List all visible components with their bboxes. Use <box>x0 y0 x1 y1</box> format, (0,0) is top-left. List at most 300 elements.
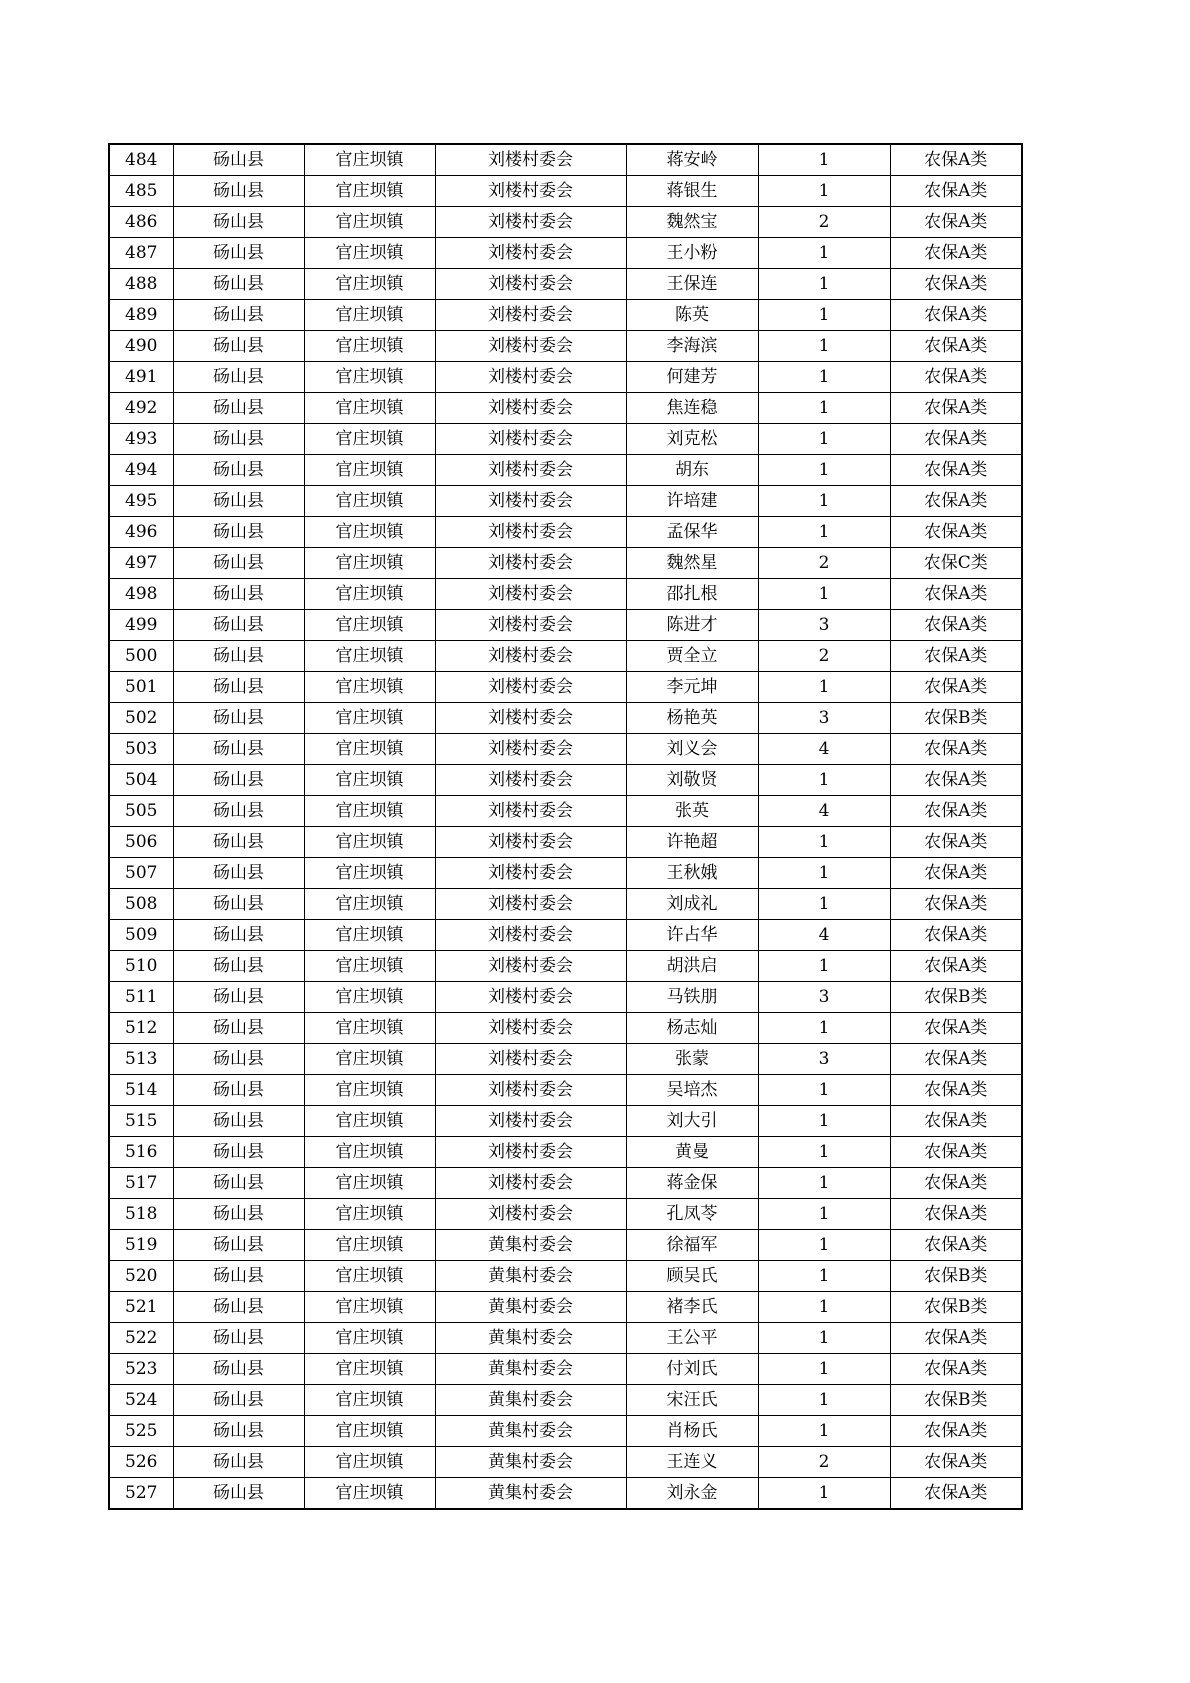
category-cell: 农保A类 <box>890 1199 1022 1230</box>
town-cell: 官庄坝镇 <box>304 1447 435 1478</box>
county-cell: 砀山县 <box>173 734 304 765</box>
name-cell: 蒋安岭 <box>626 144 758 176</box>
category-cell: 农保A类 <box>890 1168 1022 1199</box>
name-cell: 黄曼 <box>626 1137 758 1168</box>
table-row <box>109 1106 1022 1137</box>
row-number-cell: 484 <box>109 144 173 176</box>
town-cell: 官庄坝镇 <box>304 920 435 951</box>
count-cell: 3 <box>758 1044 890 1075</box>
table-row <box>109 1075 1022 1106</box>
town-cell: 官庄坝镇 <box>304 1199 435 1230</box>
village-cell: 刘楼村委会 <box>435 641 626 672</box>
village-cell: 刘楼村委会 <box>435 300 626 331</box>
village-cell: 黄集村委会 <box>435 1230 626 1261</box>
county-cell: 砀山县 <box>173 238 304 269</box>
row-number-cell: 515 <box>109 1106 173 1137</box>
village-cell: 刘楼村委会 <box>435 424 626 455</box>
count-cell: 1 <box>758 1292 890 1323</box>
county-cell: 砀山县 <box>173 951 304 982</box>
table-row <box>109 176 1022 207</box>
county-cell: 砀山县 <box>173 858 304 889</box>
town-cell: 官庄坝镇 <box>304 610 435 641</box>
count-cell: 3 <box>758 703 890 734</box>
name-cell: 付刘氏 <box>626 1354 758 1385</box>
town-cell: 官庄坝镇 <box>304 455 435 486</box>
town-cell: 官庄坝镇 <box>304 486 435 517</box>
category-cell: 农保A类 <box>890 393 1022 424</box>
count-cell: 1 <box>758 1137 890 1168</box>
table-row <box>109 827 1022 858</box>
category-cell: 农保A类 <box>890 238 1022 269</box>
row-number-cell: 523 <box>109 1354 173 1385</box>
village-cell: 刘楼村委会 <box>435 176 626 207</box>
table-row <box>109 1044 1022 1075</box>
town-cell: 官庄坝镇 <box>304 734 435 765</box>
county-cell: 砀山县 <box>173 1230 304 1261</box>
count-cell: 1 <box>758 1385 890 1416</box>
name-cell: 陈英 <box>626 300 758 331</box>
count-cell: 1 <box>758 362 890 393</box>
town-cell: 官庄坝镇 <box>304 1354 435 1385</box>
county-cell: 砀山县 <box>173 269 304 300</box>
village-cell: 刘楼村委会 <box>435 362 626 393</box>
name-cell: 贾全立 <box>626 641 758 672</box>
village-cell: 刘楼村委会 <box>435 1168 626 1199</box>
row-number-cell: 524 <box>109 1385 173 1416</box>
table-row <box>109 331 1022 362</box>
village-cell: 黄集村委会 <box>435 1416 626 1447</box>
town-cell: 官庄坝镇 <box>304 1416 435 1447</box>
row-number-cell: 512 <box>109 1013 173 1044</box>
table-row <box>109 951 1022 982</box>
town-cell: 官庄坝镇 <box>304 424 435 455</box>
table-row <box>109 455 1022 486</box>
category-cell: 农保A类 <box>890 579 1022 610</box>
table-row <box>109 517 1022 548</box>
town-cell: 官庄坝镇 <box>304 331 435 362</box>
town-cell: 官庄坝镇 <box>304 269 435 300</box>
row-number-cell: 527 <box>109 1478 173 1510</box>
county-cell: 砀山县 <box>173 610 304 641</box>
row-number-cell: 496 <box>109 517 173 548</box>
village-cell: 刘楼村委会 <box>435 486 626 517</box>
town-cell: 官庄坝镇 <box>304 579 435 610</box>
category-cell: 农保A类 <box>890 796 1022 827</box>
county-cell: 砀山县 <box>173 703 304 734</box>
town-cell: 官庄坝镇 <box>304 300 435 331</box>
county-cell: 砀山县 <box>173 1168 304 1199</box>
category-cell: 农保A类 <box>890 1323 1022 1354</box>
count-cell: 2 <box>758 548 890 579</box>
category-cell: 农保A类 <box>890 300 1022 331</box>
row-number-cell: 507 <box>109 858 173 889</box>
village-cell: 刘楼村委会 <box>435 579 626 610</box>
category-cell: 农保A类 <box>890 827 1022 858</box>
town-cell: 官庄坝镇 <box>304 144 435 176</box>
table-row <box>109 1230 1022 1261</box>
town-cell: 官庄坝镇 <box>304 796 435 827</box>
town-cell: 官庄坝镇 <box>304 1044 435 1075</box>
village-cell: 刘楼村委会 <box>435 1044 626 1075</box>
town-cell: 官庄坝镇 <box>304 1106 435 1137</box>
table-row <box>109 1292 1022 1323</box>
table-row <box>109 1199 1022 1230</box>
row-number-cell: 510 <box>109 951 173 982</box>
row-number-cell: 501 <box>109 672 173 703</box>
county-cell: 砀山县 <box>173 393 304 424</box>
table-row <box>109 486 1022 517</box>
count-cell: 1 <box>758 1478 890 1510</box>
name-cell: 王秋娥 <box>626 858 758 889</box>
name-cell: 张蒙 <box>626 1044 758 1075</box>
name-cell: 焦连稳 <box>626 393 758 424</box>
row-number-cell: 514 <box>109 1075 173 1106</box>
name-cell: 王保连 <box>626 269 758 300</box>
village-cell: 刘楼村委会 <box>435 1106 626 1137</box>
county-cell: 砀山县 <box>173 1137 304 1168</box>
village-cell: 黄集村委会 <box>435 1447 626 1478</box>
name-cell: 胡东 <box>626 455 758 486</box>
county-cell: 砀山县 <box>173 1106 304 1137</box>
name-cell: 刘义会 <box>626 734 758 765</box>
name-cell: 魏然宝 <box>626 207 758 238</box>
table-row <box>109 1447 1022 1478</box>
name-cell: 宋汪氏 <box>626 1385 758 1416</box>
category-cell: 农保A类 <box>890 486 1022 517</box>
name-cell: 何建芳 <box>626 362 758 393</box>
village-cell: 黄集村委会 <box>435 1261 626 1292</box>
count-cell: 4 <box>758 920 890 951</box>
table-row <box>109 1261 1022 1292</box>
county-cell: 砀山县 <box>173 207 304 238</box>
table-row <box>109 1385 1022 1416</box>
county-cell: 砀山县 <box>173 362 304 393</box>
row-number-cell: 506 <box>109 827 173 858</box>
count-cell: 1 <box>758 1354 890 1385</box>
row-number-cell: 488 <box>109 269 173 300</box>
village-cell: 刘楼村委会 <box>435 827 626 858</box>
category-cell: 农保A类 <box>890 362 1022 393</box>
count-cell: 1 <box>758 672 890 703</box>
county-cell: 砀山县 <box>173 1292 304 1323</box>
category-cell: 农保A类 <box>890 1416 1022 1447</box>
village-cell: 刘楼村委会 <box>435 1137 626 1168</box>
row-number-cell: 518 <box>109 1199 173 1230</box>
name-cell: 刘敬贤 <box>626 765 758 796</box>
count-cell: 1 <box>758 858 890 889</box>
town-cell: 官庄坝镇 <box>304 1323 435 1354</box>
table-body <box>109 144 1022 1509</box>
category-cell: 农保A类 <box>890 517 1022 548</box>
name-cell: 王连义 <box>626 1447 758 1478</box>
name-cell: 刘大引 <box>626 1106 758 1137</box>
county-cell: 砀山县 <box>173 579 304 610</box>
table-row <box>109 207 1022 238</box>
row-number-cell: 487 <box>109 238 173 269</box>
category-cell: 农保A类 <box>890 144 1022 176</box>
count-cell: 1 <box>758 300 890 331</box>
category-cell: 农保B类 <box>890 1261 1022 1292</box>
village-cell: 黄集村委会 <box>435 1323 626 1354</box>
row-number-cell: 502 <box>109 703 173 734</box>
name-cell: 许艳超 <box>626 827 758 858</box>
table-row <box>109 1013 1022 1044</box>
table-row <box>109 1478 1022 1510</box>
county-cell: 砀山县 <box>173 641 304 672</box>
count-cell: 1 <box>758 889 890 920</box>
name-cell: 刘成礼 <box>626 889 758 920</box>
count-cell: 1 <box>758 331 890 362</box>
count-cell: 4 <box>758 734 890 765</box>
category-cell: 农保A类 <box>890 920 1022 951</box>
table-row <box>109 579 1022 610</box>
category-cell: 农保A类 <box>890 331 1022 362</box>
village-cell: 刘楼村委会 <box>435 517 626 548</box>
category-cell: 农保A类 <box>890 1013 1022 1044</box>
village-cell: 刘楼村委会 <box>435 393 626 424</box>
table-row <box>109 858 1022 889</box>
row-number-cell: 526 <box>109 1447 173 1478</box>
category-cell: 农保A类 <box>890 734 1022 765</box>
village-cell: 刘楼村委会 <box>435 144 626 176</box>
table-row <box>109 765 1022 796</box>
count-cell: 1 <box>758 238 890 269</box>
county-cell: 砀山县 <box>173 1385 304 1416</box>
village-cell: 刘楼村委会 <box>435 455 626 486</box>
row-number-cell: 513 <box>109 1044 173 1075</box>
town-cell: 官庄坝镇 <box>304 672 435 703</box>
table-row <box>109 734 1022 765</box>
name-cell: 刘克松 <box>626 424 758 455</box>
name-cell: 孟保华 <box>626 517 758 548</box>
table-row <box>109 144 1022 176</box>
count-cell: 3 <box>758 982 890 1013</box>
row-number-cell: 500 <box>109 641 173 672</box>
county-cell: 砀山县 <box>173 1323 304 1354</box>
count-cell: 1 <box>758 951 890 982</box>
village-cell: 黄集村委会 <box>435 1292 626 1323</box>
table-row <box>109 796 1022 827</box>
county-cell: 砀山县 <box>173 1447 304 1478</box>
village-cell: 刘楼村委会 <box>435 331 626 362</box>
row-number-cell: 508 <box>109 889 173 920</box>
category-cell: 农保A类 <box>890 672 1022 703</box>
count-cell: 1 <box>758 1416 890 1447</box>
name-cell: 张英 <box>626 796 758 827</box>
beneficiary-table <box>108 143 1023 1510</box>
table-row <box>109 548 1022 579</box>
category-cell: 农保A类 <box>890 1354 1022 1385</box>
village-cell: 黄集村委会 <box>435 1385 626 1416</box>
table-row <box>109 703 1022 734</box>
town-cell: 官庄坝镇 <box>304 1075 435 1106</box>
town-cell: 官庄坝镇 <box>304 641 435 672</box>
name-cell: 蒋金保 <box>626 1168 758 1199</box>
row-number-cell: 491 <box>109 362 173 393</box>
town-cell: 官庄坝镇 <box>304 1478 435 1510</box>
town-cell: 官庄坝镇 <box>304 548 435 579</box>
county-cell: 砀山县 <box>173 672 304 703</box>
name-cell: 孔凤苓 <box>626 1199 758 1230</box>
table-row <box>109 393 1022 424</box>
category-cell: 农保C类 <box>890 548 1022 579</box>
name-cell: 许占华 <box>626 920 758 951</box>
village-cell: 刘楼村委会 <box>435 1075 626 1106</box>
name-cell: 肖杨氏 <box>626 1416 758 1447</box>
name-cell: 刘永金 <box>626 1478 758 1510</box>
count-cell: 1 <box>758 1199 890 1230</box>
row-number-cell: 521 <box>109 1292 173 1323</box>
county-cell: 砀山县 <box>173 300 304 331</box>
table-row <box>109 889 1022 920</box>
village-cell: 刘楼村委会 <box>435 207 626 238</box>
town-cell: 官庄坝镇 <box>304 1261 435 1292</box>
county-cell: 砀山县 <box>173 982 304 1013</box>
category-cell: 农保A类 <box>890 951 1022 982</box>
table-row <box>109 610 1022 641</box>
village-cell: 黄集村委会 <box>435 1354 626 1385</box>
row-number-cell: 499 <box>109 610 173 641</box>
row-number-cell: 498 <box>109 579 173 610</box>
category-cell: 农保A类 <box>890 1230 1022 1261</box>
village-cell: 刘楼村委会 <box>435 889 626 920</box>
row-number-cell: 511 <box>109 982 173 1013</box>
category-cell: 农保A类 <box>890 1137 1022 1168</box>
category-cell: 农保A类 <box>890 1478 1022 1510</box>
name-cell: 褚李氏 <box>626 1292 758 1323</box>
town-cell: 官庄坝镇 <box>304 362 435 393</box>
category-cell: 农保B类 <box>890 703 1022 734</box>
table-row <box>109 362 1022 393</box>
name-cell: 杨志灿 <box>626 1013 758 1044</box>
county-cell: 砀山县 <box>173 1044 304 1075</box>
count-cell: 2 <box>758 207 890 238</box>
count-cell: 1 <box>758 579 890 610</box>
county-cell: 砀山县 <box>173 455 304 486</box>
name-cell: 魏然星 <box>626 548 758 579</box>
row-number-cell: 486 <box>109 207 173 238</box>
category-cell: 农保A类 <box>890 641 1022 672</box>
village-cell: 黄集村委会 <box>435 1478 626 1510</box>
town-cell: 官庄坝镇 <box>304 1013 435 1044</box>
row-number-cell: 517 <box>109 1168 173 1199</box>
count-cell: 2 <box>758 1447 890 1478</box>
row-number-cell: 509 <box>109 920 173 951</box>
county-cell: 砀山县 <box>173 889 304 920</box>
count-cell: 1 <box>758 486 890 517</box>
table-row <box>109 1354 1022 1385</box>
county-cell: 砀山县 <box>173 424 304 455</box>
town-cell: 官庄坝镇 <box>304 889 435 920</box>
table-row <box>109 1137 1022 1168</box>
name-cell: 邵扎根 <box>626 579 758 610</box>
county-cell: 砀山县 <box>173 331 304 362</box>
table-row <box>109 982 1022 1013</box>
town-cell: 官庄坝镇 <box>304 238 435 269</box>
town-cell: 官庄坝镇 <box>304 393 435 424</box>
category-cell: 农保A类 <box>890 1044 1022 1075</box>
name-cell: 陈进才 <box>626 610 758 641</box>
count-cell: 1 <box>758 517 890 548</box>
county-cell: 砀山县 <box>173 1199 304 1230</box>
county-cell: 砀山县 <box>173 517 304 548</box>
row-number-cell: 489 <box>109 300 173 331</box>
village-cell: 刘楼村委会 <box>435 269 626 300</box>
table-row <box>109 300 1022 331</box>
category-cell: 农保A类 <box>890 207 1022 238</box>
name-cell: 王公平 <box>626 1323 758 1354</box>
count-cell: 1 <box>758 393 890 424</box>
category-cell: 农保A类 <box>890 176 1022 207</box>
name-cell: 徐福军 <box>626 1230 758 1261</box>
name-cell: 蒋银生 <box>626 176 758 207</box>
category-cell: 农保A类 <box>890 1075 1022 1106</box>
table-row <box>109 672 1022 703</box>
category-cell: 农保A类 <box>890 455 1022 486</box>
category-cell: 农保B类 <box>890 1292 1022 1323</box>
county-cell: 砀山县 <box>173 486 304 517</box>
county-cell: 砀山县 <box>173 1013 304 1044</box>
count-cell: 1 <box>758 1261 890 1292</box>
count-cell: 1 <box>758 1323 890 1354</box>
row-number-cell: 497 <box>109 548 173 579</box>
village-cell: 刘楼村委会 <box>435 796 626 827</box>
village-cell: 刘楼村委会 <box>435 858 626 889</box>
row-number-cell: 520 <box>109 1261 173 1292</box>
county-cell: 砀山县 <box>173 1416 304 1447</box>
county-cell: 砀山县 <box>173 920 304 951</box>
town-cell: 官庄坝镇 <box>304 765 435 796</box>
name-cell: 李海滨 <box>626 331 758 362</box>
row-number-cell: 493 <box>109 424 173 455</box>
town-cell: 官庄坝镇 <box>304 176 435 207</box>
table-row <box>109 424 1022 455</box>
row-number-cell: 503 <box>109 734 173 765</box>
count-cell: 1 <box>758 1230 890 1261</box>
county-cell: 砀山县 <box>173 765 304 796</box>
town-cell: 官庄坝镇 <box>304 1292 435 1323</box>
row-number-cell: 492 <box>109 393 173 424</box>
category-cell: 农保A类 <box>890 765 1022 796</box>
village-cell: 刘楼村委会 <box>435 765 626 796</box>
county-cell: 砀山县 <box>173 796 304 827</box>
count-cell: 1 <box>758 1013 890 1044</box>
village-cell: 刘楼村委会 <box>435 1199 626 1230</box>
count-cell: 3 <box>758 610 890 641</box>
count-cell: 1 <box>758 144 890 176</box>
category-cell: 农保A类 <box>890 858 1022 889</box>
count-cell: 1 <box>758 1075 890 1106</box>
count-cell: 4 <box>758 796 890 827</box>
category-cell: 农保B类 <box>890 1385 1022 1416</box>
county-cell: 砀山县 <box>173 176 304 207</box>
count-cell: 1 <box>758 424 890 455</box>
table-row <box>109 238 1022 269</box>
county-cell: 砀山县 <box>173 1075 304 1106</box>
village-cell: 刘楼村委会 <box>435 703 626 734</box>
village-cell: 刘楼村委会 <box>435 672 626 703</box>
village-cell: 刘楼村委会 <box>435 610 626 641</box>
row-number-cell: 490 <box>109 331 173 362</box>
row-number-cell: 505 <box>109 796 173 827</box>
name-cell: 马铁朋 <box>626 982 758 1013</box>
table-row <box>109 1168 1022 1199</box>
village-cell: 刘楼村委会 <box>435 238 626 269</box>
row-number-cell: 494 <box>109 455 173 486</box>
county-cell: 砀山县 <box>173 1478 304 1510</box>
category-cell: 农保A类 <box>890 269 1022 300</box>
village-cell: 刘楼村委会 <box>435 548 626 579</box>
